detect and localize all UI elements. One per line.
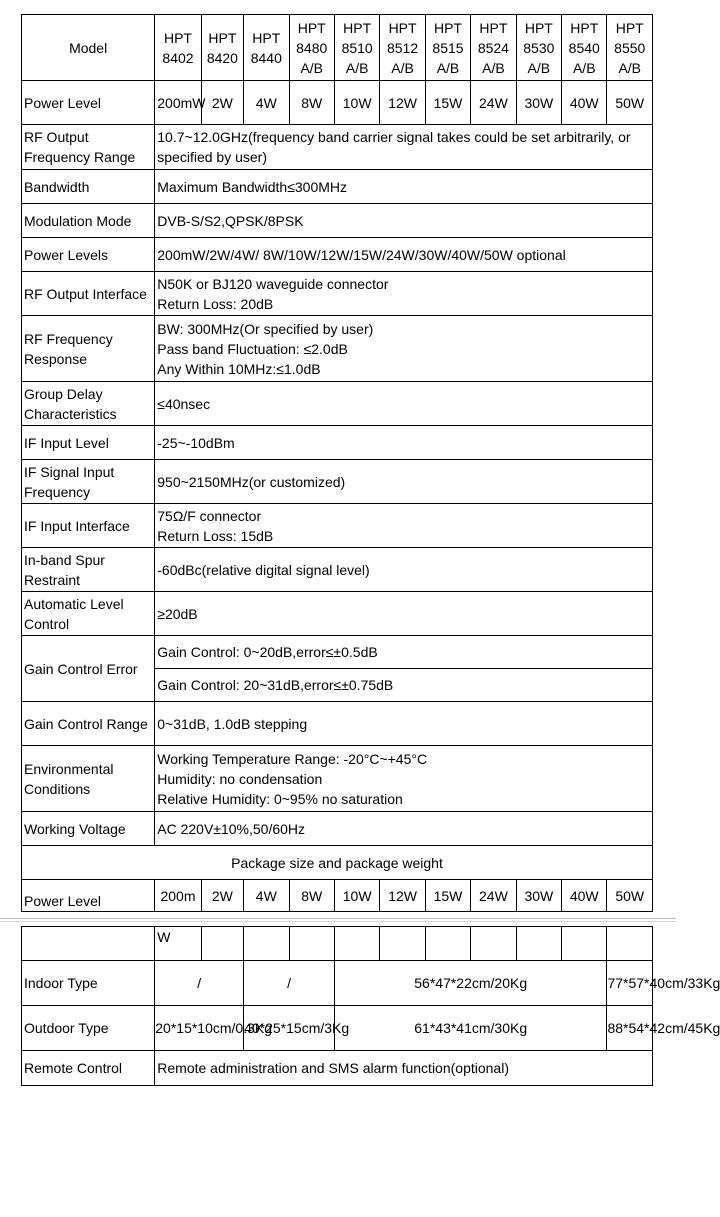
spec-value-line: 75Ω/F connector xyxy=(157,507,262,524)
power-cell: 10W xyxy=(334,81,379,125)
spec-row xyxy=(22,812,653,846)
model-cell: HPT 8510 A/B xyxy=(334,15,379,81)
spec-value xyxy=(155,504,653,548)
empty-cell xyxy=(22,927,155,961)
spec-value xyxy=(155,204,653,238)
power-cell: 40W xyxy=(562,81,607,125)
model-cell: HPT 8530 A/B xyxy=(516,15,561,81)
spec-value-line: 10.7~12.0GHz(frequency band carrier signal takes could be set arbitrarily, or specified by user) xyxy=(157,129,631,165)
spec-label: Bandwidth xyxy=(22,170,155,204)
outdoor-cell: 88*54*42cm/45Kg xyxy=(607,1006,653,1051)
spec-value-line: 0~31dB, 1.0dB stepping xyxy=(157,715,308,732)
empty-cell xyxy=(289,927,334,961)
empty-cell xyxy=(562,927,607,961)
power-level-row xyxy=(22,81,653,125)
spec-label: IF Input Level xyxy=(22,426,155,460)
outdoor-cell: 61*43*41cm/30Kg xyxy=(334,1006,607,1051)
model-cell: HPT 8550 A/B xyxy=(607,15,653,81)
spec-value-line: ≤40nsec xyxy=(157,395,211,412)
spec-value: Gain Control: 20~31dB,error≤±0.75dB xyxy=(155,669,653,702)
model-cell: HPT 8420 xyxy=(201,15,243,81)
remote-row xyxy=(22,1051,653,1086)
spec-label: Gain Control Range xyxy=(22,702,155,746)
spec-value xyxy=(155,702,653,746)
page-break-line xyxy=(0,921,676,922)
spec-value-line: 200mW/2W/4W/ 8W/10W/12W/15W/24W/30W/40W/50W optional xyxy=(157,246,566,263)
outdoor-cell: 40*25*15cm/3Kg xyxy=(244,1006,335,1051)
spec-label: Automatic Level Control xyxy=(22,592,155,636)
spec-value-line: 950~2150MHz(or customized) xyxy=(157,473,346,490)
indoor-label: Indoor Type xyxy=(22,961,155,1006)
spec-value-line: -60dBc(relative digital signal level) xyxy=(157,561,370,578)
power-level-label: Power Level xyxy=(22,81,155,125)
power-cell: 200m xyxy=(155,880,201,912)
spec-label: Working Voltage xyxy=(22,812,155,846)
page-break-line xyxy=(0,918,676,919)
spec-label: Modulation Mode xyxy=(22,204,155,238)
empty-cell xyxy=(471,927,516,961)
model-cell: HPT 8512 A/B xyxy=(380,15,425,81)
power-cell: 50W xyxy=(607,880,653,912)
spec-label: IF Signal Input Frequency xyxy=(22,460,155,504)
power-cell: 12W xyxy=(380,880,425,912)
spec-value xyxy=(155,272,653,316)
power-cell: 50W xyxy=(607,81,653,125)
spec-value xyxy=(155,125,653,170)
empty-cell xyxy=(607,927,653,961)
power-cell: 8W xyxy=(289,880,334,912)
spec-value xyxy=(155,382,653,426)
spec-value-line: Working Temperature Range: -20°C~+45°C xyxy=(157,750,428,767)
spec-row xyxy=(22,592,653,636)
spec-table xyxy=(21,14,653,912)
spec-value-line: ≥20dB xyxy=(157,605,198,622)
spec-value-line: -25~-10dBm xyxy=(157,434,235,451)
package-header-row xyxy=(22,846,653,880)
power-cell: 30W xyxy=(516,81,561,125)
package-power-row xyxy=(22,880,653,912)
spec-value xyxy=(155,316,653,382)
spec-value xyxy=(155,460,653,504)
power-cell: 4W xyxy=(244,880,289,912)
spec-value xyxy=(155,238,653,272)
model-cell: HPT 8440 xyxy=(244,15,289,81)
outdoor-label: Outdoor Type xyxy=(22,1006,155,1051)
indoor-cell: 56*47*22cm/20Kg xyxy=(334,961,607,1006)
power-cell: 10W xyxy=(334,880,379,912)
spec-value: Gain Control: 0~20dB,error≤±0.5dB xyxy=(155,636,653,669)
package-header: Package size and package weight xyxy=(22,846,653,880)
empty-cell xyxy=(380,927,425,961)
power-cell: 15W xyxy=(425,880,470,912)
empty-cell xyxy=(334,927,379,961)
spec-value-line: Humidity: no condensation xyxy=(157,770,323,787)
spec-label: Environmental Conditions xyxy=(22,746,155,812)
spec-row xyxy=(22,204,653,238)
empty-cell xyxy=(516,927,561,961)
power-cell: 2W xyxy=(201,880,243,912)
model-row xyxy=(22,15,653,81)
spec-row xyxy=(22,746,653,812)
spec-label: IF Input Interface xyxy=(22,504,155,548)
power-cell: 8W xyxy=(289,81,334,125)
power-cell: 200mW xyxy=(155,81,201,125)
empty-cell xyxy=(425,927,470,961)
power-level-label: Power Level xyxy=(22,880,155,912)
spec-label: In-band Spur Restraint xyxy=(22,548,155,592)
remote-value: Remote administration and SMS alarm function(optional) xyxy=(155,1051,653,1086)
spec-label: Gain Control Error xyxy=(22,636,155,702)
continued-row xyxy=(22,927,653,961)
spec-value-line: Pass band Fluctuation: ≤2.0dB xyxy=(157,340,348,357)
outdoor-cell: 20*15*10cm/0.3Kg xyxy=(155,1006,244,1051)
model-cell: HPT 8540 A/B xyxy=(562,15,607,81)
spec-label: Group Delay Characteristics xyxy=(22,382,155,426)
power-cell: 4W xyxy=(244,81,289,125)
model-cell: HPT 8524 A/B xyxy=(471,15,516,81)
spec-row xyxy=(22,636,653,669)
power-cell: 40W xyxy=(562,880,607,912)
remote-label: Remote Control xyxy=(22,1051,155,1086)
spec-row xyxy=(22,170,653,204)
indoor-cell: / xyxy=(244,961,335,1006)
power-cell: 12W xyxy=(380,81,425,125)
spec-value-line: Return Loss: 20dB xyxy=(157,295,274,312)
indoor-cell: / xyxy=(155,961,244,1006)
model-label: Model xyxy=(22,15,155,81)
power-cell: 24W xyxy=(471,880,516,912)
power-cell: 15W xyxy=(425,81,470,125)
spec-row xyxy=(22,316,653,382)
outdoor-row xyxy=(22,1006,653,1051)
spec-value xyxy=(155,812,653,846)
spec-row xyxy=(22,504,653,548)
spec-row xyxy=(22,460,653,504)
spec-row xyxy=(22,125,653,170)
indoor-row xyxy=(22,961,653,1006)
spec-label: RF Frequency Response xyxy=(22,316,155,382)
spec-value-line: Relative Humidity: 0~95% no saturation xyxy=(157,790,403,807)
spec-value xyxy=(155,170,653,204)
package-table xyxy=(21,926,720,1086)
spec-row xyxy=(22,702,653,746)
spec-row xyxy=(22,548,653,592)
spec-value xyxy=(155,592,653,636)
spec-value-line: DVB-S/S2,QPSK/8PSK xyxy=(157,212,304,229)
spec-row xyxy=(22,272,653,316)
spec-row xyxy=(22,382,653,426)
empty-cell xyxy=(201,927,243,961)
spec-value-line: Maximum Bandwidth≤300MHz xyxy=(157,178,348,195)
power-cell: 24W xyxy=(471,81,516,125)
power-cell: 30W xyxy=(516,880,561,912)
spec-value-line: AC 220V±10%,50/60Hz xyxy=(157,820,306,837)
spec-value-line: Any Within 10MHz:≤1.0dB xyxy=(157,360,321,377)
power-cell: W xyxy=(155,927,201,961)
spec-value-line: Return Loss: 15dB xyxy=(157,527,274,544)
model-cell: HPT 8515 A/B xyxy=(425,15,470,81)
spec-value xyxy=(155,426,653,460)
spec-label: RF Output Interface xyxy=(22,272,155,316)
spec-value xyxy=(155,746,653,812)
model-cell: HPT 8402 xyxy=(155,15,201,81)
spec-value xyxy=(155,548,653,592)
indoor-cell: 77*57*40cm/33Kg xyxy=(607,961,653,1006)
spec-row xyxy=(22,426,653,460)
spec-row xyxy=(22,238,653,272)
power-cell: 2W xyxy=(201,81,243,125)
empty-cell xyxy=(244,927,289,961)
spec-value-line: BW: 300MHz(Or specified by user) xyxy=(157,320,374,337)
spec-label: Power Levels xyxy=(22,238,155,272)
spec-value-line: N50K or BJ120 waveguide connector xyxy=(157,275,389,292)
spec-label: RF Output Frequency Range xyxy=(22,125,155,170)
model-cell: HPT 8480 A/B xyxy=(289,15,334,81)
